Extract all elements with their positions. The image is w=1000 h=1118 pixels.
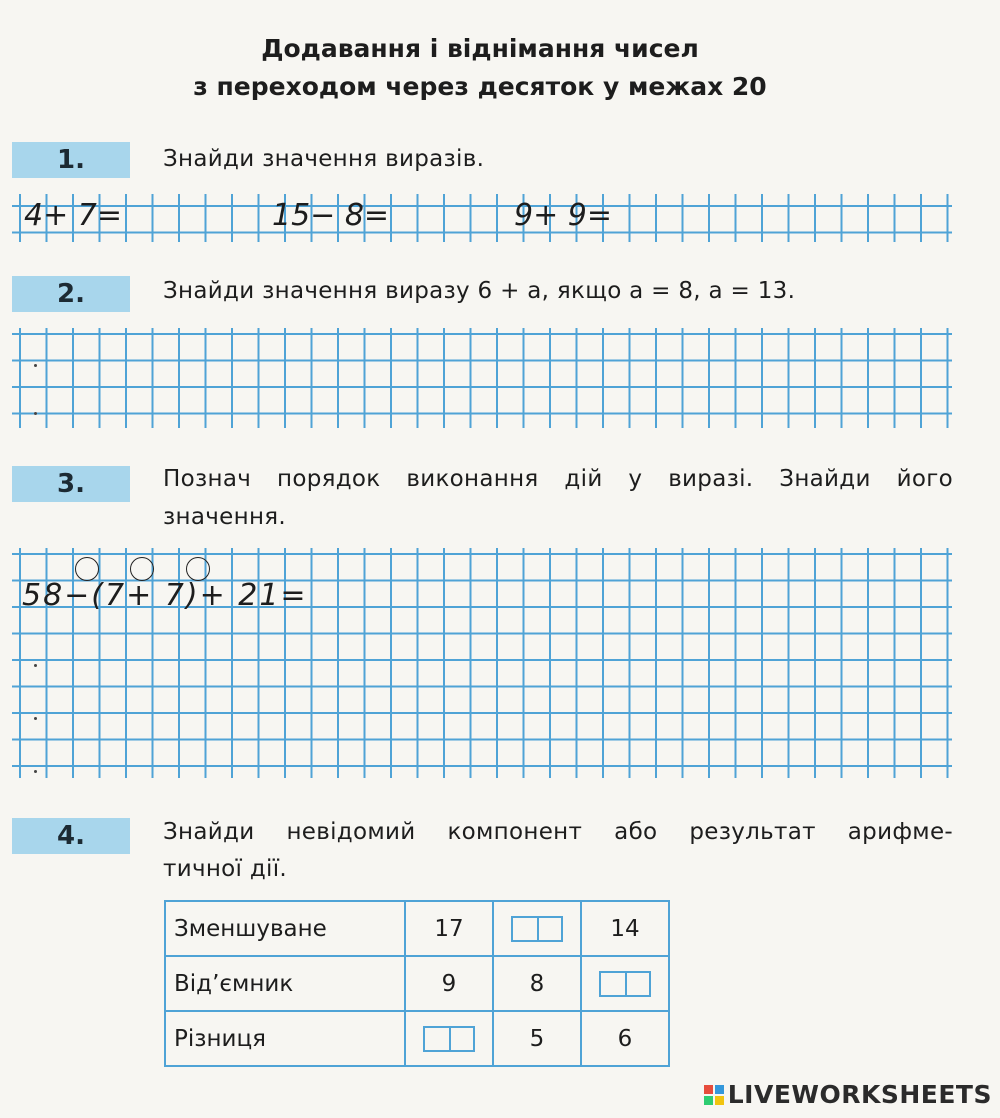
line-dot xyxy=(34,412,37,415)
table-cell: 9 xyxy=(405,956,493,1011)
table-cell: 6 xyxy=(581,1011,669,1066)
components-table xyxy=(164,900,670,1067)
line-dot xyxy=(34,364,37,367)
answer-cell[interactable] xyxy=(405,1011,493,1066)
liveworksheets-logo xyxy=(704,1080,992,1109)
page-title xyxy=(0,30,960,106)
task-3-expression[interactable]: 58−(7+ 7)+ 21= xyxy=(22,578,308,613)
task-2-text: Знайди значення виразу 6 + a, якщо a = 8, a = 13. xyxy=(163,278,796,304)
title-line-2: з переходом через десяток у межах 20 xyxy=(193,72,767,101)
answer-cell[interactable] xyxy=(493,901,581,956)
task-1-expression-2[interactable]: 15− 8= xyxy=(272,198,390,233)
title-line-1: Додавання і віднімання чисел xyxy=(261,34,699,63)
task-2-answer-grid[interactable] xyxy=(12,328,952,428)
table-cell: 8 xyxy=(493,956,581,1011)
line-dot xyxy=(34,664,37,667)
brand-icon xyxy=(704,1085,724,1105)
row-label: Від’ємник xyxy=(165,956,405,1011)
task-1-expression-3[interactable]: 9+ 9= xyxy=(514,198,612,233)
answer-box[interactable] xyxy=(511,916,563,942)
task-1-number: 1. xyxy=(12,142,130,178)
row-label: Різниця xyxy=(165,1011,405,1066)
task-3-text-line-2: значення. xyxy=(163,504,287,530)
answer-box[interactable] xyxy=(423,1026,475,1052)
answer-box[interactable] xyxy=(599,971,651,997)
line-dot xyxy=(34,770,37,773)
task-1-expression-1[interactable]: 4+ 7= xyxy=(24,198,122,233)
task-3-text-line-1: Познач порядок виконання дій у виразі. Знайди його xyxy=(163,466,953,492)
line-dot xyxy=(34,717,37,720)
task-1-answer-grid xyxy=(12,194,952,242)
table-cell: 5 xyxy=(493,1011,581,1066)
table-cell: 17 xyxy=(405,901,493,956)
task-4-text-line-1: Знайди невідомий компонент або результат арифме- xyxy=(163,819,953,845)
table-row-minuend xyxy=(165,901,669,956)
task-4-number: 4. xyxy=(12,818,130,854)
table-row-difference xyxy=(165,1011,669,1066)
brand-text: LIVEWORKSHEETS xyxy=(727,1080,992,1109)
task-3-number: 3. xyxy=(12,466,130,502)
row-label: Зменшуване xyxy=(165,901,405,956)
table-cell: 14 xyxy=(581,901,669,956)
task-1-text: Знайди значення виразів. xyxy=(163,146,485,172)
table-row-subtrahend xyxy=(165,956,669,1011)
task-4-text-line-2: тичної дії. xyxy=(163,856,288,882)
task-2-number: 2. xyxy=(12,276,130,312)
answer-cell[interactable] xyxy=(581,956,669,1011)
